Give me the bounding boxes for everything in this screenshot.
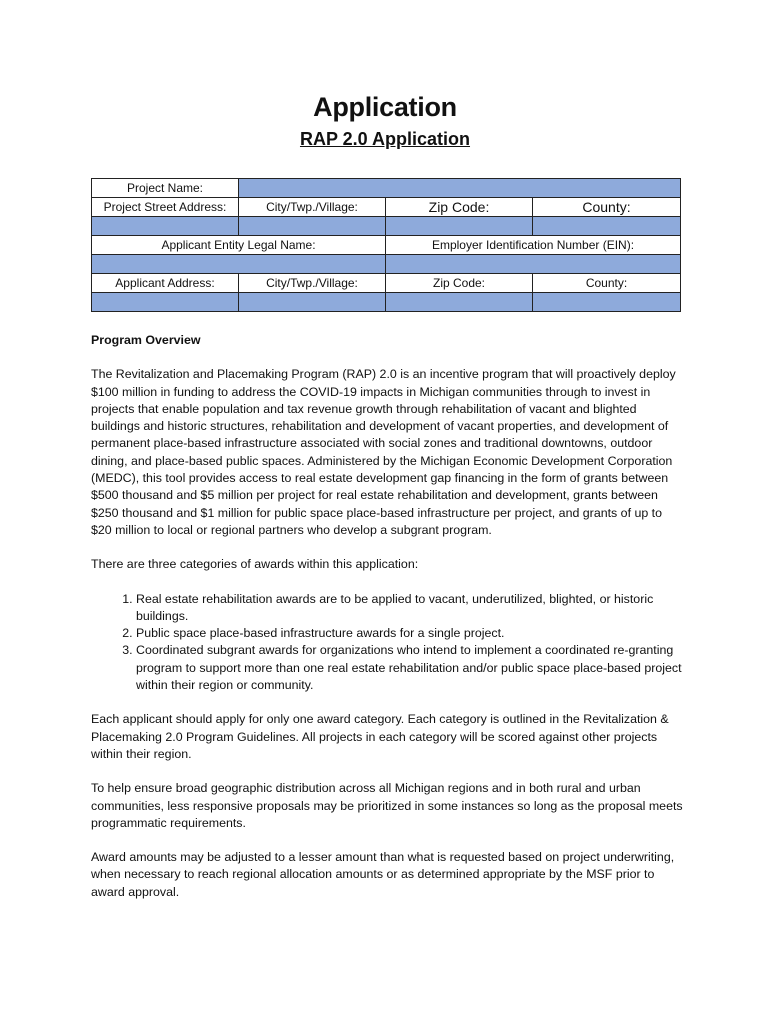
applicant-entity-field[interactable] <box>92 255 386 274</box>
applicant-address-field[interactable] <box>92 293 239 312</box>
applicant-entity-label: Applicant Entity Legal Name: <box>92 236 386 255</box>
ein-field[interactable] <box>386 255 681 274</box>
project-county-field[interactable] <box>533 217 681 236</box>
program-overview-section <box>91 332 683 918</box>
document-title: Application <box>313 92 457 122</box>
award-amounts-paragraph: Award amounts may be adjusted to a lesser amount than what is requested based on project underwriting, when necessary to reach regional allocation amounts or as determined appropriate by the MSF prior to award approval. <box>91 850 675 899</box>
single-category-paragraph: Each applicant should apply for only one award category. Each category is outlined in the Revitalization & Placemaking 2.0 Program Guidelines. All projects in each category will be scored against other projects within their region. <box>91 712 669 761</box>
project-zip-label: Zip Code: <box>386 198 533 217</box>
applicant-address-labels-row <box>92 274 681 293</box>
project-county-label: County: <box>533 198 681 217</box>
project-address-labels-row <box>92 198 681 217</box>
project-city-label: City/Twp./Village: <box>239 198 386 217</box>
section-heading: Program Overview <box>91 333 201 347</box>
applicant-county-label: County: <box>533 274 681 293</box>
categories-intro: There are three categories of awards within this application: <box>91 557 419 572</box>
overview-paragraph: The Revitalization and Placemaking Program (RAP) 2.0 is an incentive program that will proactively deploy $100 million in funding to address the COVID-19 impacts in Michigan communities through to invest in projects that enable population and tax revenue growth through rehabilitation of vacant and blighted buildings and historic structures, rehabilitation and development of vacant properties, and development of permanent place-based infrastructure associated with social zones and traditional downtowns, outdoor dining, and place-based public spaces. Administered by the Michigan Economic Development Corporation (MEDC), this tool provides access to real estate development gap financing in the form of grants between $500 thousand and $5 million per project for real estate rehabilitation and development, grants between $250 thousand and $1 million for public space place-based infrastructure per project, and grants of up to $20 million to local or regional partners who develop a subgrant program. <box>91 367 676 537</box>
applicant-entity-labels-row <box>92 236 681 255</box>
distribution-paragraph: To help ensure broad geographic distribution across all Michigan regions and in both rural and urban communities, less responsive proposals may be prioritized in some instances so long as the proposal meets programmatic requirements. <box>91 781 683 830</box>
applicant-address-fields-row <box>92 293 681 312</box>
project-street-address-label: Project Street Address: <box>92 198 239 217</box>
project-name-row <box>92 179 681 198</box>
applicant-address-label: Applicant Address: <box>92 274 239 293</box>
applicant-zip-field[interactable] <box>386 293 533 312</box>
award-categories-list <box>91 591 683 695</box>
applicant-county-field[interactable] <box>533 293 681 312</box>
project-zip-field[interactable] <box>386 217 533 236</box>
project-street-address-field[interactable] <box>92 217 239 236</box>
applicant-zip-label: Zip Code: <box>386 274 533 293</box>
applicant-city-label: City/Twp./Village: <box>239 274 386 293</box>
list-item: 3. Coordinated subgrant awards for organizations who intend to implement a coordinated re-granting program to support more than one real estate rehabilitation and/or public space place-based project within their region or community. <box>136 642 683 694</box>
applicant-city-field[interactable] <box>239 293 386 312</box>
list-item: 2. Public space place-based infrastructure awards for a single project. <box>136 625 683 642</box>
ein-label: Employer Identification Number (EIN): <box>386 236 681 255</box>
document-subtitle: RAP 2.0 Application <box>299 129 471 149</box>
project-name-label: Project Name: <box>92 179 239 198</box>
project-city-field[interactable] <box>239 217 386 236</box>
project-address-fields-row <box>92 217 681 236</box>
application-form-table <box>91 178 681 312</box>
project-name-field[interactable] <box>239 179 681 198</box>
applicant-entity-fields-row <box>92 255 681 274</box>
list-item: 1. Real estate rehabilitation awards are to be applied to vacant, underutilized, blighted, or historic buildings. <box>136 591 683 626</box>
